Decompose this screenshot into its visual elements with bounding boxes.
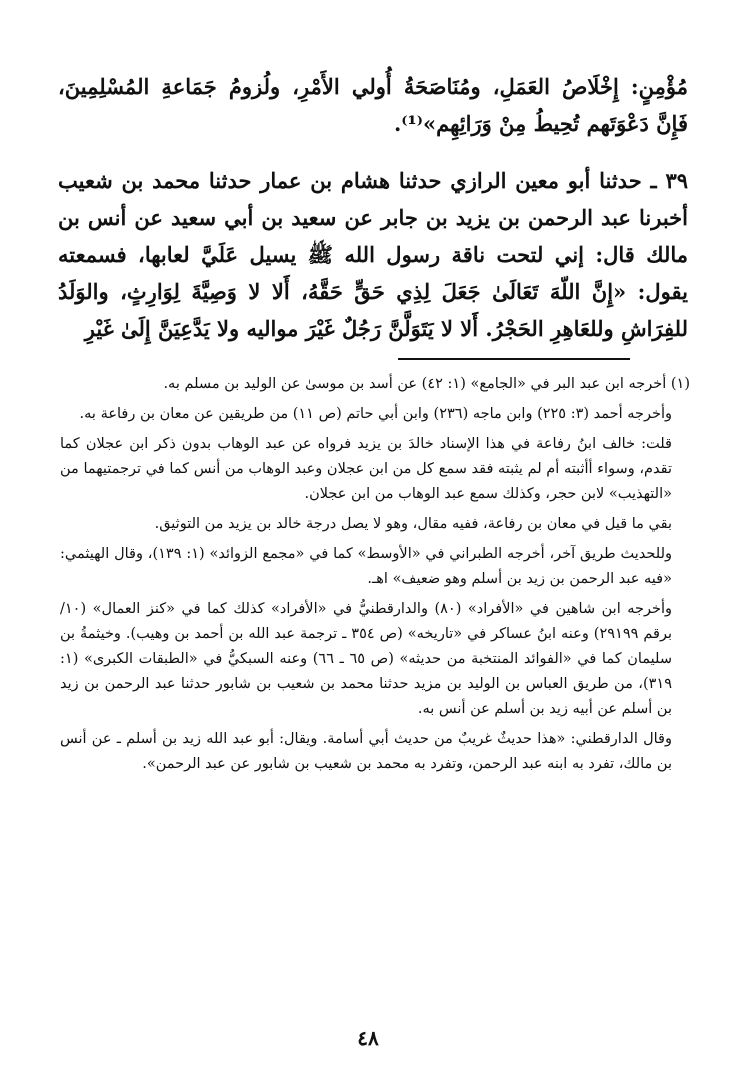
footnote-paragraph: قلت: خالف ابنُ رفاعة في هذا الإسناد خالدَ بن يزيد فرواه عن عبد الوهاب بدون ذكر ابن عجلان كما تقدم، وسواء أأثبته أم لم يثبته فقد سمع كل من ابن عجلان وعبد الوهاب من أنس كما في ترجمتيهما من «التهذيب» لابن حجر، وكذلك سمع عبد الوهاب من ابن عجلان.: [60, 436, 672, 502]
page-number: ٤٨: [357, 1026, 379, 1050]
footnote-paragraph: وأخرجه ابن شاهين في «الأفراد» (٨٠) والدارقطنيُّ في «الأفراد» كذلك كما في «كنز العمال» (١٠/ برقم ٢٩١٩٩) وعنه ابنُ عساكر في «تاريخه» (ص ٣٥٤ ـ ترجمة عبد الله بن أحمد بن وهيب). وخيثمةُ بن سليمان كما في «الفوائد المنتخبة من حديثه» (ص ٦٥ ـ ٦٦) وعنه السبكيُّ في «الطبقات الكبرى» (١: ٣١٩)، من طريق العباس بن الوليد بن مزيد حدثنا محمد بن شعيب بن شابور حدثنا عبد الرحمن بن زيد بن أسلم عن أبيه زيد بن أسلم عن أنس به.: [60, 601, 672, 717]
footnote-divider: [398, 358, 630, 360]
hadith-paragraph: [58, 162, 688, 347]
footnote-paragraph: وللحديث طريق آخر، أخرجه الطبراني في «الأوسط» كما في «مجمع الزوائد» (١: ١٣٩)، وقال الهيثمي: «فيه عبد الرحمن بن زيد بن أسلم وهو ضعيف» اهـ.: [60, 546, 672, 587]
hadith-number: ٣٩ ـ: [650, 168, 688, 193]
footnotes: [60, 372, 690, 782]
main-paragraph-continuation: مُؤْمِنٍ: إِخْلَاصُ العَمَلِ، ومُنَاصَحَةُ أُولي الأَمْرِ، ولُزومُ جَمَاعةِ المُسْلِمِينَ، فَإِنَّ دَعْوَتَهم تُحِيطُ مِنْ وَرَائِهِم»⁽¹⁾.: [58, 74, 688, 136]
hadith-text: حدثنا أبو معين الرازي حدثنا هشام بن عمار حدثنا محمد بن شعيب أخبرنا عبد الرحمن بن يزيد بن جابر عن سعيد بن أبي سعيد عن أنس بن مالك قال: إني لتحت ناقة رسول الله ﷺ يسيل عَلَيَّ لعابها، فسمعته يقول: «إِنَّ اللّهَ تَعَالَىٰ جَعَلَ لِذِي حَقٍّ حَقَّهُ، أَلا لا وَصِيَّةَ لِوَارِثٍ، والوَلَدُ للفِرَاشِ وللعَاهِرِ الحَجْرُ. أَلا لا يَتَوَلَّنَّ رَجُلٌ غَيْرَ مواليه ولا يَدَّعِيَنَّ إِلَىٰ غَيْرِ: [58, 168, 688, 341]
footnote-paragraph: بقي ما قيل في معان بن رفاعة، ففيه مقال، وهو لا يصل درجة خالد بن يزيد من التوثيق.: [154, 516, 672, 532]
footnote-paragraph: وأخرجه أحمد (٣: ٢٢٥) وابن ماجه (٢٣٦) وابن أبي حاتم (ص ١١) من طريقين عن معان بن رفاعة به.: [79, 406, 672, 422]
footnote-1: (١) أخرجه ابن عبد البر في «الجامع» (١: ٤٢) عن أسد بن موسىٰ عن الوليد بن مسلم به.: [163, 376, 690, 392]
main-text: [58, 68, 688, 347]
footnote-paragraph: وقال الدارقطني: «هذا حديثٌ غريبٌ من حديث أبي أسامة. ويقال: أبو عبد الله زيد بن أسلم ـ عن أنس بن مالك، تفرد به ابنه عبد الرحمن، وتفرد به محمد بن شعيب بن شابور عن عبد الرحمن».: [60, 731, 672, 772]
